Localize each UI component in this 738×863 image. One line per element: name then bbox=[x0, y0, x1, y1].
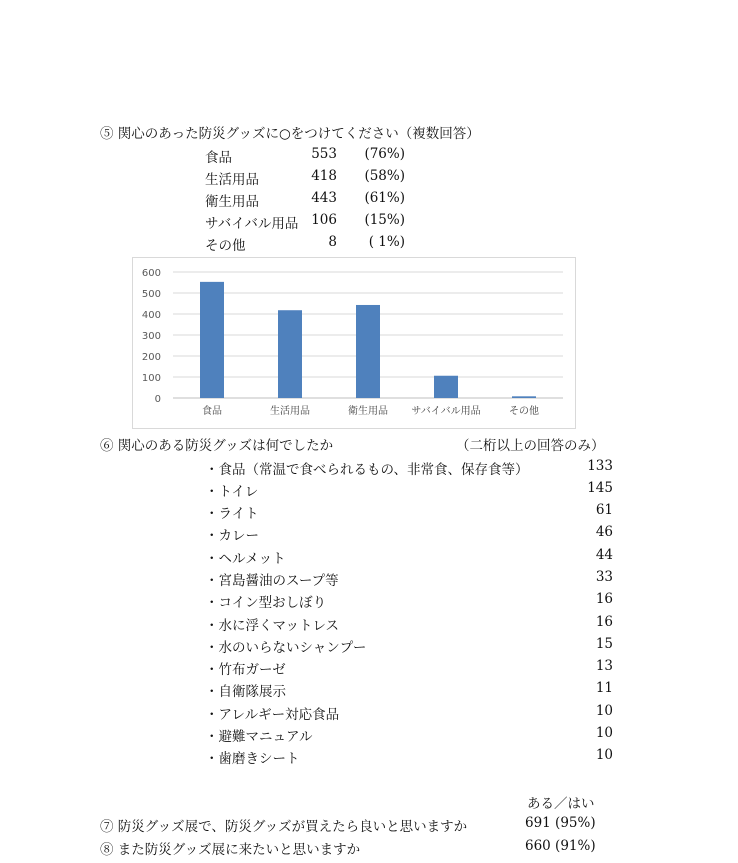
list-item-count: 61 bbox=[595, 502, 613, 518]
q5-row-count: 8 bbox=[328, 234, 337, 250]
q7-text: ⑦ 防災グッズ展で、防災グッズが買えたら良いと思いますか bbox=[100, 819, 468, 835]
list-item bbox=[205, 703, 613, 725]
bar bbox=[200, 282, 224, 398]
list-item bbox=[205, 458, 613, 480]
list-item-label: ・竹布ガーゼ bbox=[205, 662, 286, 678]
list-item-count: 44 bbox=[595, 547, 613, 563]
q7-answer: 691 (95%) bbox=[525, 815, 596, 831]
q5-row-pct: ( 1%) bbox=[368, 234, 405, 250]
list-item bbox=[205, 591, 613, 613]
list-item bbox=[205, 747, 613, 769]
y-tick-label: 300 bbox=[141, 331, 161, 342]
list-item-label: ・ライト bbox=[205, 506, 259, 522]
list-item bbox=[205, 636, 613, 658]
list-item-label: ・避難マニュアル bbox=[205, 729, 313, 745]
x-tick-label: サバイバル用品 bbox=[411, 406, 481, 417]
bar bbox=[356, 305, 380, 398]
x-tick-label: 生活用品 bbox=[270, 406, 310, 417]
y-tick-label: 200 bbox=[141, 352, 161, 363]
q8-answer: 660 (91%) bbox=[525, 838, 596, 854]
bar bbox=[434, 376, 458, 398]
q5-row bbox=[205, 168, 405, 190]
list-item-count: 10 bbox=[595, 703, 613, 719]
bar-chart bbox=[132, 257, 576, 429]
list-item-label: ・トイレ bbox=[205, 484, 259, 500]
list-item-count: 10 bbox=[595, 747, 613, 763]
q5-row-count: 553 bbox=[311, 146, 337, 162]
answer-header: ある／はい bbox=[527, 796, 595, 812]
list-item-count: 133 bbox=[587, 458, 613, 474]
q5-row-count: 106 bbox=[311, 212, 337, 228]
list-item-count: 46 bbox=[595, 524, 613, 540]
list-item-count: 145 bbox=[587, 480, 613, 496]
q5-row-label: 生活用品 bbox=[205, 172, 259, 188]
q5-row bbox=[205, 190, 405, 212]
q8-text: ⑧ また防災グッズ展に来たいと思いますか bbox=[100, 842, 361, 858]
q5-row-pct: (15%) bbox=[364, 212, 405, 228]
list-item-count: 11 bbox=[595, 680, 613, 696]
list-item-count: 10 bbox=[595, 725, 613, 741]
y-tick-label: 500 bbox=[141, 289, 161, 300]
list-item-count: 16 bbox=[595, 614, 613, 630]
q5-row bbox=[205, 146, 405, 168]
y-tick-label: 600 bbox=[141, 268, 161, 279]
list-item-label: ・ヘルメット bbox=[205, 551, 286, 567]
list-item-label: ・食品（常温で食べられるもの、非常食、保存食等） bbox=[205, 462, 529, 478]
list-item bbox=[205, 524, 613, 546]
q5-row-label: サバイバル用品 bbox=[205, 216, 299, 232]
list-item-label: ・水のいらないシャンプー bbox=[205, 640, 367, 656]
q5-row bbox=[205, 212, 405, 234]
bar bbox=[278, 310, 302, 398]
list-item bbox=[205, 480, 613, 502]
x-tick-label: その他 bbox=[509, 406, 539, 417]
list-item bbox=[205, 725, 613, 747]
list-item-count: 13 bbox=[595, 658, 613, 674]
list-item-count: 33 bbox=[595, 569, 613, 585]
q5-row-count: 418 bbox=[311, 168, 337, 184]
q5-row bbox=[205, 234, 405, 256]
q6-title: ⑥ 関心のある防災グッズは何でしたか bbox=[100, 438, 334, 454]
q5-title: ⑤ 関心のあった防災グッズに○をつけてください（複数回答） bbox=[100, 126, 480, 142]
list-item-label: ・歯磨きシート bbox=[205, 751, 300, 767]
list-item bbox=[205, 658, 613, 680]
q5-row-pct: (58%) bbox=[364, 168, 405, 184]
list-item-count: 15 bbox=[595, 636, 613, 652]
list-item bbox=[205, 680, 613, 702]
list-item bbox=[205, 569, 613, 591]
q5-row-label: 食品 bbox=[205, 150, 232, 166]
y-tick-label: 0 bbox=[154, 394, 161, 405]
q5-row-pct: (76%) bbox=[364, 146, 405, 162]
list-item-label: ・アレルギー対応食品 bbox=[205, 707, 340, 723]
list-item-count: 16 bbox=[595, 591, 613, 607]
list-item-label: ・コイン型おしぼり bbox=[205, 595, 327, 611]
list-item-label: ・水に浮くマットレス bbox=[205, 618, 340, 634]
list-item-label: ・宮島醤油のスープ等 bbox=[205, 573, 339, 589]
y-tick-label: 400 bbox=[141, 310, 161, 321]
q5-row-pct: (61%) bbox=[364, 190, 405, 206]
q5-row-label: その他 bbox=[205, 238, 246, 254]
q6-note: （二桁以上の回答のみ） bbox=[456, 438, 605, 454]
bar bbox=[512, 396, 536, 398]
bar-chart-svg bbox=[133, 258, 575, 428]
list-item bbox=[205, 614, 613, 636]
y-tick-label: 100 bbox=[141, 373, 161, 384]
list-item bbox=[205, 547, 613, 569]
x-tick-label: 食品 bbox=[202, 406, 222, 417]
list-item bbox=[205, 502, 613, 524]
x-tick-label: 衛生用品 bbox=[348, 406, 388, 417]
list-item-label: ・自衛隊展示 bbox=[205, 684, 286, 700]
list-item-label: ・カレー bbox=[205, 528, 259, 544]
q5-row-count: 443 bbox=[311, 190, 337, 206]
q5-row-label: 衛生用品 bbox=[205, 194, 259, 210]
